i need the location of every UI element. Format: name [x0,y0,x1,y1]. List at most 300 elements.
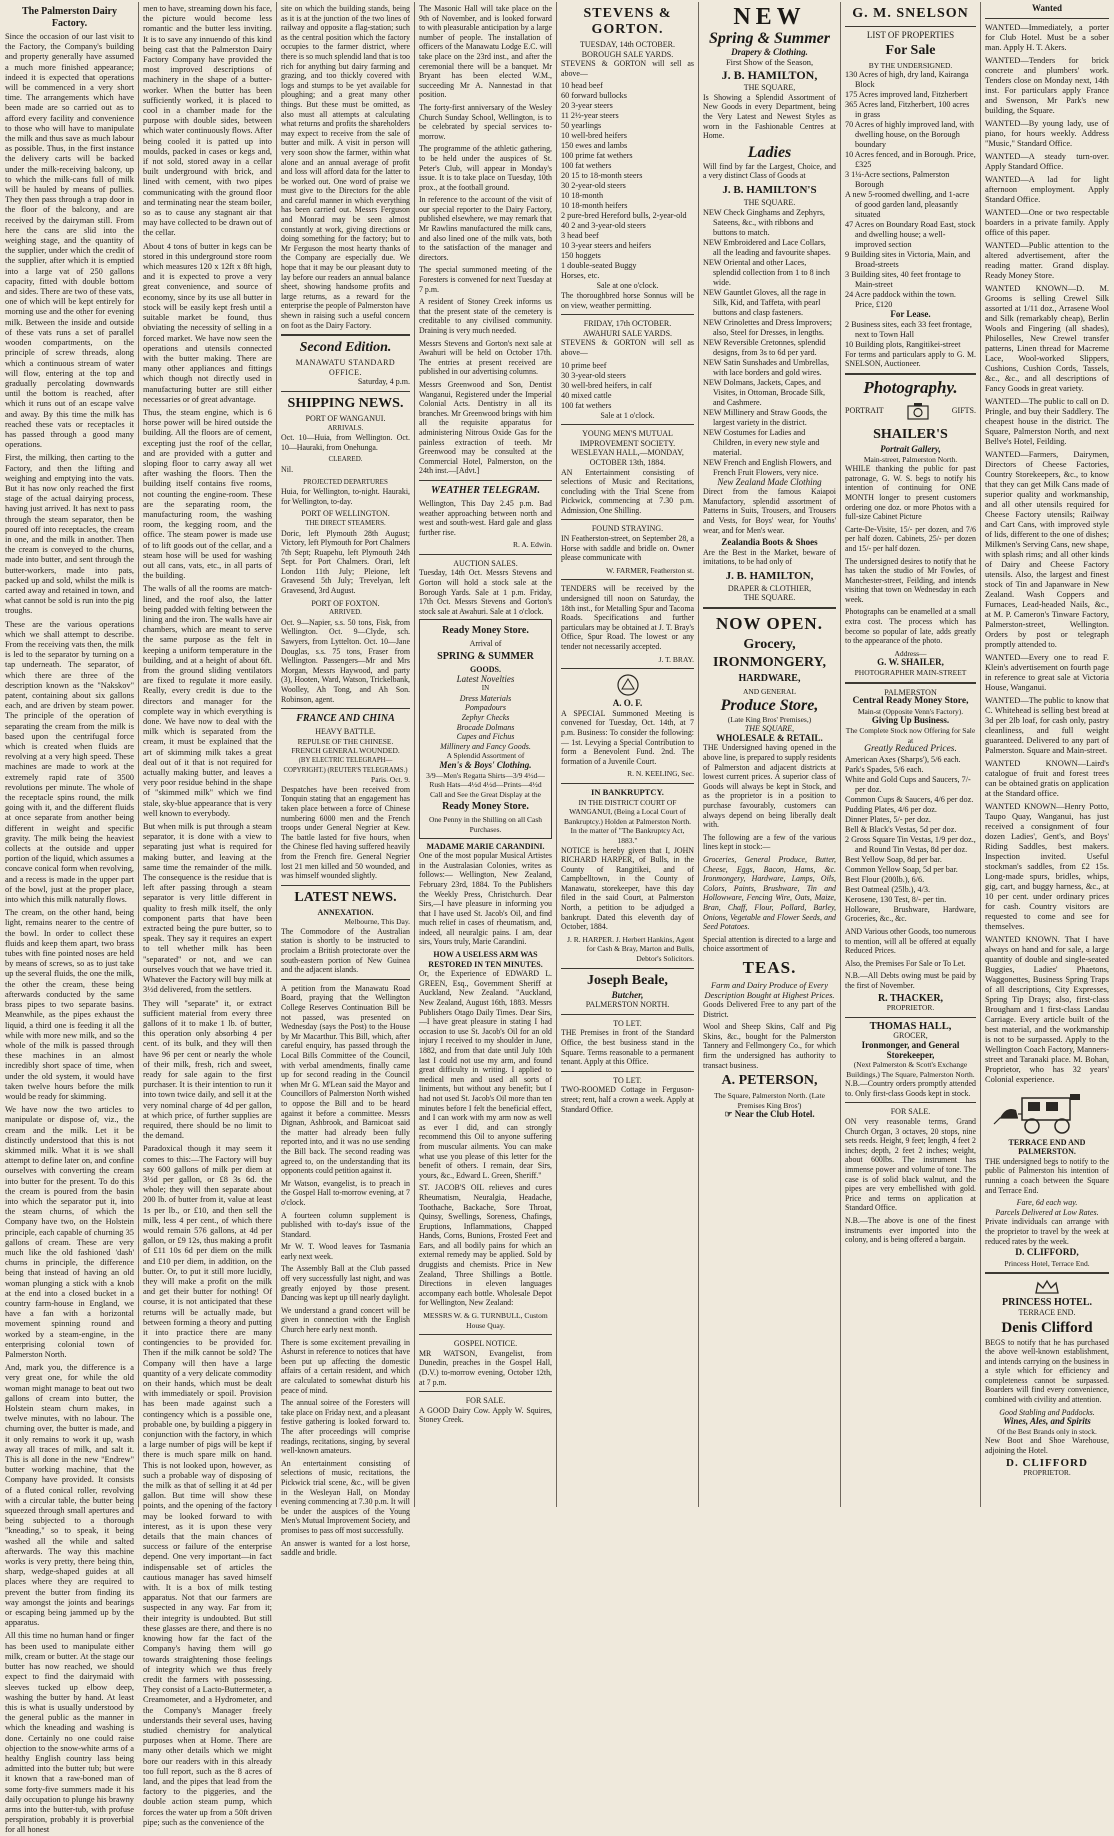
new-goods-list [703,208,836,478]
ad-line: THE SQUARE, [743,83,796,93]
divider [281,391,410,392]
wanted-ad: WANTED KNOWN—Laird's catalogue of fruit and forest trees can be obtained gratis on application at the Standard office. [985,758,1109,798]
property-list [845,70,976,310]
ad-title: G. M. SNELSON [852,6,969,21]
divider [845,373,976,375]
column-5 [558,4,697,1505]
divider [561,1071,694,1072]
notice-title: FOR SALE. [890,1107,931,1117]
ad-line: Main-st (Opposite Venn's Factory). [857,706,964,716]
auction-title: AUCTION SALES. [453,558,518,568]
ad-line: Giving Up Business. [871,715,950,726]
ad-line: Men's & Boys' Clothing. [439,759,532,770]
ad-line: IRONMONGERY, [713,655,826,671]
ad-line: PALMERSTON NORTH. [585,1000,670,1010]
column-rule [414,2,415,1507]
ad-text: BEGS to notify that he has purchased the above well-known establishment, and intends carrying on the business in a style which for efficiency and completeness cannot be surpassed. Boarders will find every convenience, combined with civility and attention. [985,1337,1109,1405]
port-heading: PORT OF WANGANUI. [305,413,386,423]
column-4 [416,4,555,1505]
local-news: We understand a grand concert will be given in connection with the English Church here early next month. [281,1305,410,1335]
ad-item: Dress Materials [459,693,512,703]
ad-line: WHOLESALE & RETAIL. [716,732,823,743]
ad-line: PHOTOGRAPHER MAIN-STREET [854,668,967,678]
ad-line: R. THACKER, [877,992,944,1004]
sub-heading: ARRIVALS. [327,423,364,432]
ad-text: STEVENS & GORTON will sell as above— [561,338,694,357]
local-news: An answer is wanted for a lost horse, saddle and bridle. [281,1538,410,1558]
list-item: 50 yearlings [561,121,602,131]
pointing-hand-icon: ☞ [724,1109,735,1120]
ad-line: For Lease. [890,309,931,320]
ad-line: First Show of the Season, [725,56,814,67]
divider [845,682,976,684]
ad-text: Special attention is directed to a large and choice assortment of [703,934,836,954]
port-heading: PORT OF FOXTON. [311,598,380,608]
local-news: Messrs Greenwood and Son, Dentist Wanganui, Registered under the Imperial Colonial Acts. Dentistry in all its branches. Mr Greenwood brings with him all the requisite apparatus for administering Nitrous Oxide Gas for the painless extraction of teeth. Mr Greenwood may be consulted at the Commercial Hotel, Palmerston, on the 24th inst.—[Advt.] [419,379,552,476]
shipping-title: SHIPPING NEWS. [287,395,404,411]
column-3 [278,4,413,1558]
article-paragraph: But when milk is put through a steam separator, it is done with a view to separating just what is required for making butter, and leaving at the same time the remainder of the milk. The consequence is the residue that is left after passing through a steam separator is very little different in quality to fresh milk itself, the only component parts that have been extracted being the pure butter, so to speak. They say it requires an expert to tell whether milk has been "separated" or not, and we can ourselves vouch that we have tried it. Whatever the Factory will buy milk at 3½d delivered, from the settlers. [143,822,272,995]
list-item: 1 double-seated Buggy [561,261,637,271]
article-paragraph: Paradoxical though it may seem it comes to this:—The Factory will buy say 600 gallons of milk per diem at 3½d per gallon, or £8 3s 6d. the whole; they will then separate about 200 lb. of butter from it, value at least 1s per lb., or £10, and then sell the milk, less 4 per cent., of which there would remain 576 gallons, at 4d per gallon, or £9 12s, thus making a profit of £11 10s 6d per diem on the milk and £10 per diem, in addition, on the butter. Or, to put it still more lucidly, they will make a profit on the milk and get their butter for nothing! Of course, it is not anticipated that these returns will be actually made, but between forming a theory and putting it into practice there are many contingencies to be provided for. Then if the milk cannot be sold? The Company will then have a large quantity of a very delicate commodity on their hands, which must be dealt with immediately or spoil. Provision has been made against such a contingency which is a possible one, probable one, by building a piggery in conjunction with the factory, in which a large number of pigs will be kept if there is much spare milk on hand. This is not looked upon, however, as such a probable way of disposing of the milk as that of selling it at 4d per gallon. But time will show these points, and the opening of the factory may be looked forward to with interest, as it is upon these very details that the main chances of success or failure of the enterprise depend. One very important—in fact indispensable set of articles the cautious manager has saved himself with. It is a box of milk testing apparatus. Not that our farmers are suspected in any way. Far from it; their integrity is undoubted. But still these glasses are there, and there is no knowing how far the fact of the Company's having them will go towards straightening those feelings of integrity which we thus freely credit the farmers with possessing. They consist of a Lacto-Buttermeter, a Creamometer, and a Hydrometer, and the Company's Manager freely understands their several uses, having studied chemistry for analytical purposes when at Home. There are many other details which we might bore our readers with in this already too full report, such as the 8 acres of land, and the pipes that lead from the factory to the piggeries, and the double action steam pump, which forces the water up from a 50ft driven pipe; such as the convenience of the [143,1144,272,1827]
local-news: An entertainment consisting of selections of music, recitations, the Pickwick trial scene, &c., will be given in the Wesleyan Hall, on Monday evening commencing at 7.30 p.m. It will be under the auspices of the Young Men's Mutual Improvement Society, and promises to pass off most successfully. [281,1458,410,1535]
wanted-ad: WANTED—Immediately, a porter for Club Hotel. Must be a sober man. Apply H. T. Akers. [985,22,1109,52]
article-paragraph: We have now the two articles to manipulate or dispose of, viz., the cream and the milk. Let it be distinctly understood that this is not skimmed milk. What it is we shall attempt to define later on, and confine ourselves with converting the cream into butter for the present. To do this the cream is poured from the basin into which the separator put it, into the steam churns, of which the Company have two, on the Holstein principle, each capable of churning 35 gallons of cream. These are very much like the old fashioned 'dash' churns in principle, the difference being that instead of having an old woman plunging a stick with a knob at the end into a closed bucket in a country farm-house in England, we have a fan with a horizontal movement spinning round and worked by a steam-engine, in the enterprising colonial town of Palmerston North. [5,1105,134,1359]
list-item: 100 fat wethers [561,161,612,171]
list-item: 175 Acres improved land, Fitzherbert [845,90,968,100]
news-text: Despatches have been received from Tonquin stating that an engagement has taken place between a force of Chinese numbering 6000 men and the French troops under General Negrier at Kew. The battle lasted for five hours, when the Chinese fled having suffered heavily from the French fire. General Negrier lost 21 men killed and 50 wounded, and was himself wounded slightly. [281,784,410,881]
article-paragraph: The walls of all the rooms are match-lined, and the roof also, the latter being padded with felting between the lining and the iron. The walls have air chambers, which are meant to serve the same purpose as the felt in keeping a uniform temperature in the building, and at a height of about 6ft. from the ground sliding ventilators are fixed to regulate it more easily. Really, every credit is due to the directors and manager for the complete way in which everything is done. We have now to deal with the milk which is separated from the cream, it must be explained that the art of skimming milk takes a great deal out of it that is not required for actually making butter, and leaves a very poor residue behind in the shape of "skimmed milk" which we find stale, sky-blue appearance that is very well known to everybody. [143,584,272,818]
latest-news-title: LATEST NEWS. [294,889,397,905]
ad-line: Sale at 1 o'clock. [600,410,655,420]
ad-line: Farm and Dairy Produce of Every Description Bought at Highest Prices. [704,979,835,1000]
notice-title: TO LET. [613,1018,642,1028]
news-title: FRANCE AND CHINA [296,713,395,725]
ad-line: PORTRAIT [845,406,884,416]
ad-line: Fare, 6d each way. [1016,1198,1078,1208]
ad-title: NOW OPEN. [716,614,823,634]
ad-title: HOW A USELESS ARM WAS RESTORED IN TEN MINUTES. [428,950,543,969]
list-item: 100 prime fat wethers [561,151,633,161]
ad-text: Is Showing a Splendid Assortment of New Goods in every Department, being the Very Latest and Newest Styles as worn in the Fashionable Centres at Home. [703,92,836,141]
article-paragraph: Thus, the steam engine, which is 6 horse power will be hired outside the building. All the floors are of cement, excepting just the roof of the cellar, and are provided with a gutter and sloping floor to carry away all wet after washing the floors. Then the building itself contains five rooms, not counting the engine-room. These are the separating room, the manufacturing room, the washing room, the kegging room, and the office. The steam power is made use of to lift goods out of the cellar, and a steam hose will be used for washing out all cans, vats, etc., in all parts of the building. [143,407,272,581]
list-item: A new 5-roomed dwelling, and 1-acre of good garden land, pleasantly situated [845,190,970,220]
lease-list [845,320,976,350]
ad-title: Ready Money Store. [442,625,529,637]
near-club-text: Near the Club Hotel. [734,1109,815,1120]
ad-text: STEVENS & GORTON will sell as above— [561,59,694,78]
list-item: 20 3-year steers [561,101,613,111]
wanted-ad: WANTED—The public to know that C. Whitehead is selling best bread at 3d per 2lb loaf, for cash only, pastry cleanliness, and full weight guaranteed. Delivered to any part of Palmerston. Square and Main-street. [985,695,1109,755]
ad-line: Princess Hotel, Terrace End. [1004,1258,1090,1268]
ad-line: SHAILER'S [873,426,948,442]
local-news: Mr Watson, evangelist, is to preach in the Gospel Hall to-morrow evening, at 7 o'clock. [281,1178,410,1207]
wanted-ad: WANTED—Every one to read F. Klein's advertisement on fourth page in reference to great sale at Victoria House, Wanganui. [985,652,1109,692]
ad-line: FRIDAY, 17th OCTOBER. [583,319,672,329]
notice-title: FOR SALE. [465,1396,506,1406]
weather-title: WEATHER TELEGRAM. [431,484,540,496]
ad-line: PROPRIETOR. [1023,1468,1071,1478]
ad-line: (Next Palmerston & Scott's Exchange Buildings,) The Square, Palmerston North. [846,1060,975,1079]
ad-line: J. B. HAMILTON, [725,569,814,582]
ad-line: For Sale [885,42,936,58]
list-item: 2 pure-bred Hereford bulls, 2-year-old [561,211,687,221]
list-item: Park's Spades, 5/6 each. [845,764,924,774]
ad-line: A. PETERSON, [721,1073,818,1089]
article-paragraph: site on which the building stands, being as it is at the junction of the two lines of railway and opposite a flag-station; such as the central position which the factory occupies to the farmer district, where there is so much splendid land that is too rich for anything but dairy farming and grazing, and too thickly covered with logs and stumps to be yet available for ploughing; and a great many other things. But these must be omitted, as also must all attempts at calculating what returns and profits the shareholders may expect to receive from the sale of butter and milk. A visit in person will very soon show the farmer, within what alone and an annual average of profit and loss will afford data for the latter to be worked out. One word of praise we must give to the Directors for the able and careful manner in which everything has been carried out. Messrs Ferguson and Monrad may be seen almost constantly at work, giving directions or doing something for the factory; but to Mr Ferguson the most hearty thanks of the Company are especially due. We hope that it may be our pleasant duty to lay before our readers an annual balance sheet, showing handsome profits and large returns, as a reward for the enterprise the people of Palmerston have shewn in raising such a useful concern on foot as the Dairy Factory. [281,4,410,330]
ad-text: The thoroughbred horse Sonnus will be on view, weather permitting. [561,290,694,310]
ad-line: THE SQUARE. [743,593,796,603]
ad-text: WHILE thanking the public for past patronage, G. W. S. begs to notify his intention of continuing for ONE MONTH longer to present customers ordering one doz. or more Photos with a full-size Cabinet Picture [845,464,976,522]
ad-line: The Complete Stock now Offering for Sale at [845,726,976,745]
dateline: Melbourne, This Day. [344,917,410,927]
ad-line: BY THE UNDERSIGNED. [868,60,953,70]
local-news: A fourteen column supplement is published with to-day's issue of the Standard. [281,1210,410,1239]
ad-text: Holloware, Brushware, Hardware, Groceries, &c., &c. [845,904,976,924]
ad-line: PROPRIETOR. [886,1003,935,1013]
camera-icon [905,399,931,423]
shipping-text: Oct. 10—Huia, from Wellington. Oct. 10—Hauraki, from Onehunga. [281,433,410,452]
list-item: Common Yellow Soap, 5d per bar. [845,864,958,874]
list-item: 3 head beef [561,231,599,241]
local-news: A resident of Stoney Creek informs us that the present state of the cemetery is creditable to any civilised community. Draining is very much needed. [419,297,552,335]
wanted-ad: WANTED—By young lady, use of piano, for hours weekly. Address "Music," Standard Office. [985,118,1109,148]
notice-text: N.B.—The above is one of the finest instruments ever imported into the colony, and is being offered a bargain. [845,1216,976,1245]
list-item: 10 prime beef [561,360,607,370]
column-2 [140,4,275,1827]
ad-line: MESSRS W. & G. TURNBULL, Custom House Quay. [423,1311,548,1330]
ad-line: AND GENERAL [742,687,797,697]
divider [281,334,410,336]
list-item: 70 Acres of highly improved land, with dwelling house, on the Borough boundary [845,120,974,150]
news-subtitle: FRENCH GENERAL WOUNDED. [291,746,400,756]
wanted-heading: Wanted [1031,3,1062,13]
ad-line: Address— [894,648,927,658]
ad-line: Produce Store, [720,696,819,714]
ad-line: HARDWARE, [738,673,801,685]
notice-text: TWO-ROOMED Cottage in Ferguson-street; rent, half a crown a week. Apply at Standard Office. [561,1085,694,1114]
list-item: Common Cups & Saucers, 4/6 per doz. [845,794,974,804]
ad-line: G. W. SHAILER, [877,657,944,668]
list-item: Bell & Black's Vestas, 5d per doz. [845,824,957,834]
sub-heading: THE DIRECT STEAMERS. [305,518,386,527]
ad-title: Joseph Beale, [587,972,668,988]
wanted-ad: WANTED KNOWN. That I have always on hand and for sale, a large quantity of double and single-seated Buggies, Ladies' Phaetons, Waggonettes, Business Spring Traps of all descriptions, City Expresses, Spring Tip Drays; also, first-class Brougham and 1 first-class Landau Carriage. Every article built of the best material, and the workmanship is not to be surpassed. Apply to the Wellington Coach Factory, Manners-street and Taranaki place. M. Bohan, Proprietor, who has 32 years' Colonial experience. [985,934,1109,1084]
ad-title: PRINCESS HOTEL. [1001,1297,1093,1309]
ad-text: N.B.—Country orders promptly attended to. Only first-class Goods kept in stock. [845,1079,976,1098]
list-item: 365 Acres land, Fitzherbert, 100 acres in grass [845,100,970,120]
signature: W. FARMER, Featherston st. [606,565,694,575]
ad-line: PALMERSTON [884,687,937,697]
ad-line: Arrival of [469,639,502,649]
ad-text: New Boot and Shoe Warehouse, adjoining the Hotel. [985,1436,1109,1456]
ad-text: Photographs can be enamelled at a small extra cost. The process which has become so popular of late, adds greatly to the appearance of the photo. [845,607,976,646]
divider [561,968,694,969]
divider [281,979,410,980]
ad-item: Millinery and Fancy Goods. [440,741,531,751]
list-item: Best Flour (200lb.), 6/6. [845,874,925,884]
ad-title: TERRACE END AND PALMERSTON. [1008,1137,1086,1157]
ad-line: Drapery & Clothing. [731,47,808,57]
notice-title: GOSPEL NOTICE. [453,1339,518,1349]
ready-money-store-ad [419,619,552,838]
ad-line: Call and See the Great Display at the [429,789,541,799]
column-rule [840,2,841,1507]
list-item: 150 hoggets [561,251,601,261]
ad-row [845,397,976,425]
list-item: NEW Check Ginghams and Zephyrs, Sateens, &c., with ribbons and buttons to match. [703,207,825,237]
ad-text: For terms and particulars apply to G. M. SNELSON, Auctioneer. [845,349,976,369]
ad-text: The following are a few of the various lines kept in stock:— [703,832,836,852]
list-item: NEW Satin Sunshades and Umbrellas, with lace borders and gold wires. [703,357,830,377]
list-item: 2 Business sites, each 33 feet frontage, next to Town Hall [845,319,972,339]
ad-line: THE SQUARE, [744,724,795,734]
ad-line: Good Stabling and Paddocks. [999,1407,1095,1417]
second-edition-title: Second Edition. [299,340,392,356]
ad-line: GOODS. [470,665,501,675]
column-6 [700,4,839,1505]
list-item: 9 Building sites in Victoria, Main, and Broad-streets [845,250,971,270]
ad-text: One of the most popular Musical Artistes in the Australasian Colonies, writes as follows:— Wellington, New Zealand, February 23rd, 1884. To the Publishers the Weekly Press, Christchurch. Dear Sirs,—I have pleasure in informing you that I have used St. Jacob's Oil, and find much relief in cases of rheumatism, and, indeed, all neuralgic pains. I am, dear sirs, Yours truly, Marie Carandini. [419,851,552,947]
divider [561,424,694,425]
local-news: The Assembly Ball at the Club passed off very successfully last night, and was greatly enjoyed by those present. Dancing was kept up till nearly daylight. [281,1264,410,1303]
ad-line: GIFTS. [951,406,976,416]
shipping-text: Doric, left Plymouth 28th August; Victory, left Plymouth for Port Chalmers 7th Sept; Ruapehu, left Plymouth 24th Sept. for Port Chalmers. Orari, left London 11th July; Pleione, left Gravesend 5th July; Trevelyan, left Gravesend, 3rd August. [281,528,410,596]
divider [561,1014,694,1015]
news-text: The Commodore of the Australian station is shortly to be instructed to proclaim a British protectorate over the south-eastern portion of New Guinea and the adjacent islands. [281,926,410,975]
ad-item: Pompadours [465,703,506,713]
list-item: NEW French and English Flowers, and French Fruit Flowers, very nice. [703,457,832,477]
ad-line: AWAHURI SALE YARDS. [582,328,673,338]
list-item: 40 mixed cattle [561,390,612,400]
ad-title: MADAME MARIE CARANDINI. [426,841,545,851]
ad-item: Brocade Dolmans [456,722,515,732]
article-paragraph: They will "separate" it, or extract sufficient material from every three gallons of it to make 1 lb. of butter, this operation only absorbing 4 per cent. of its bulk, and they will then have 96 per cent or nearly the whole of their milk, fresh, rich and sweet, ready for sale again to the first purchaser. It is their intention to run it into town twice daily, and sell it at the very nominal charge of 4d per gallon, at which price, of further supplies are required, there should be no limit to the demand. [143,998,272,1141]
divider [561,668,694,669]
local-news: The annual soiree of the Foresters will take place on Friday next, and a pleasant festive gathering is looked forward to. The after proceedings will comprise readings, recitations, singing, by several well-known amateurs. [281,1398,410,1456]
ad-line: In the matter of "The Bankruptcy Act, 1883." [570,826,685,845]
ad-line: A Splendid Assortment of [446,751,525,761]
ad-line: BOROUGH SALE YARDS. [581,49,674,59]
column-1 [2,4,137,1835]
news-subtitle: REPULSE OF THE CHINESE. [297,736,394,746]
ad-line: SPRING & SUMMER [437,651,534,663]
signature: R. A. Edwin. [513,540,552,550]
list-item: 30 3-year-old steers [561,370,626,380]
ad-text: Private individuals can arrange with the proprietor to travel by the week at reduced rates by the week. [985,1217,1109,1246]
ad-line: (Late King Bros' Premises,) [727,714,812,724]
ad-line: Sale at one o'clock. [596,281,659,291]
ad-line: TERRACE END. [1018,1307,1076,1317]
local-news: The Masonic Hall will take place on the 9th of November, and is looked forward to with pleasurable anticipation by a large number of people. The installation of officers of the Manawatu Lodge E.C. will take place on the 23rd inst., and after the ceremonial there will be a banquet. Mr Bryant has been elected W.M., succeeding Mr A. Nannestad in that position. [419,4,552,100]
ad-line: The Square, Palmerston North. (Late Premises King Bros') [714,1091,825,1110]
dateline: Paris. Oct. 9. [371,775,410,785]
ad-line: J. B. HAMILTON, [721,68,818,83]
local-news: The forty-first anniversary of the Wesley Church Sunday School, Wellington, is to be celebrated by special services to-morrow. [419,102,552,141]
notice-text: A GOOD Dairy Cow. Apply W. Squires, Stoney Creek. [419,1405,552,1425]
weather-text: Wellington, This Day 2.45 p.m. Bad weather approaching between north and west and south-west. Hard gale and glass further rise. [419,498,552,537]
list-item: NEW Crinolettes and Dress Improvers; also, Steel for Dresses, in lengths. [703,317,833,337]
list-item: White and Gold Cups and Saucers, 7/- per doz. [845,774,971,794]
ad-title: FOUND STRAYING. [591,524,664,534]
list-item: 130 Acres of high, dry land, Kairanga Block [845,70,969,90]
column-8 [982,4,1112,1505]
crown-icon [1033,1278,1061,1296]
divider [281,885,410,886]
list-item: 2 Gross Square Tin Vestas, 1/9 per doz., and Round Tin Vestas, 8d per doz. [845,834,976,854]
signature: J. R. HARPER. J. Herbert Hankins, Agent for Cash & Bray, Marton and Bulls, Debtor's Solicitors. [567,934,694,964]
ad-line: TEAS. [742,957,797,977]
ad-line: Ready Money Store. [442,801,529,813]
ad-line: Spring & Summer [709,30,830,47]
ad-text: THE undersigned begs to notify to the public of Palmerston his intention of running a coach between the Square and Terrace End. [985,1156,1109,1195]
list-item: 60 forward bullocks [561,91,627,101]
divider [703,607,836,609]
ad-line: Butcher, [611,989,644,1000]
ad-line: Ladies [747,143,792,161]
ad-text: AN Entertainment consisting of selections of Music and Recitations, concluding with the Trial Scene from Pickwick, commencing at 7.30 p.m. Admission, One Shilling. [561,467,694,515]
article-paragraph: About 4 tons of butter in kegs can be stored in this underground store room which measures 120 x 12ft x 8ft high, and it is expected to prove a very great convenience, and source of economy, since by its use all butter in stock will be easily kept fresh until a suitable market be found, thus obviating the necessity of selling in a forced market. We have now seen the operations and utensils connected with the butter making. There are many other appliances and fittings which though not directly used in manufacturing butter are still either necessaries or of great advantage. [143,241,272,404]
column-rule [556,2,557,1507]
wanted-ad: WANTED—Tenders for brick concrete and plumbers' work. Tenders close on Monday next, 14th inst. For particulars apply France and Swenson, Mr Park's new building, the Square. [985,55,1109,115]
ad-text: A SPECIAL Summoned Meeting is convened for Tuesday, Oct. 14th, at 7 p.m. Business: To consider the following:— 1st. Levying a Special Contribution to form a Benevolent Fund. 2nd. The formation of a Juvenile Court. [561,708,694,766]
wanted-ad: WANTED—A steady turn-over. Apply Standard Office. [985,151,1109,171]
wanted-ad: WANTED KNOWN—D. M. Grooms is selling Crewel Silk assorted at 1/11 doz., Arrasene Wool and Silk (remarkably cheap), Berlin Wools and Fingering (all shades), Philoselles, New Crewel transfer patterns, Linen thread for Macreme Lace, Wool-worked Slippers, Cushions, Cushion Cords, Tassels, &c., &c., and all descriptions of Fancy Goods in great variety. [985,283,1109,393]
column-rule [138,2,139,1507]
ad-title: IN BANKRUPTCY. [591,786,664,797]
sale-list [561,81,694,281]
ad-line: New Zealand Made Clothing [717,476,822,487]
list-item: 47 Acres on Boundary Road East, stock and dwelling house; a well-improved section [845,220,976,250]
ad-line: WESLEYAN HALL,—MONDAY, OCTOBER 13th, 1884. [571,448,684,467]
column-7 [842,4,979,1505]
ad-line: Grocery, [743,637,796,653]
ad-title: YOUNG MEN'S MUTUAL IMPROVEMENT SOCIETY. [579,429,676,448]
ad-line: DRAPER & CLOTHIER, [727,583,812,593]
list-item: NEW Reversible Cretonnes, splendid designs, from 3s to 6d per yard. [703,337,826,357]
ad-line: Parcels Delivered at Low Rates. [995,1207,1099,1217]
notice-text: ON very reasonable terms, Grand Church Organ, 3 octaves, 20 stops, nine sets reeds. Height, 9 feet; length, 4 feet 2 inches; depth, 2 feet 2 inches; weight, about 600lbs. The instrument has immense power and volume of tone. The case is of solid black walnut, and the pipes are very embellished with gold. Price and terms on application at Standard Office. [845,1117,976,1213]
ad-line: Main-street, Palmerston North. [863,454,958,464]
list-item: Kerosene, 130 Test, 8/- per tin. [845,894,947,904]
society-emblem-icon [613,673,643,697]
wanted-ad: WANTED—One or two respectable boarders in a private family. Apply office of this paper. [985,207,1109,237]
office-time: Saturday, 4 p.m. [357,377,410,387]
list-item: NEW Costumes for Ladies and Children, in every new style and material. [703,427,820,457]
ad-line: 3/9—Men's Regatta Shirts—3/9 4½d—Rush Hats—4½d 4½d—Prints—4½d [426,770,545,790]
ad-line: Portrait Gallery, [880,443,941,454]
wanted-ad: WANTED—The public to call on D. Pringle, and buy their Saddlery. The cheapest house in the district. The Square, Palmerston North, and next Bellve's Hotel, Feilding. [985,396,1109,446]
ad-text: TENDERS will be received by the undersigned till noon on Saturday, the 18th inst., for Metalling Spur and Tacoma Roads. Specifications and further particulars may be obtained at J. T. Bray's Office, Spur Road. The lowest or any tender not necessarily accepted. [561,584,694,651]
ad-line: Wines, Ales, and Spirits [1003,1416,1091,1427]
wanted-ad: WANTED—A lad for light afternoon employment. Apply Standard Office. [985,174,1109,204]
ad-text: N.B.—All Debts owing must be paid by the first of November. [845,971,976,990]
sub-heading: CLEARED. [328,455,363,464]
column-rule [698,2,699,1507]
local-news: In reference to the account of the visit of our special reporter to the Dairy Factory, published elsewhere, we may remark that Mr Rawlins manufactured the milk cans, and also lined one of the milk vats, both to the satisfaction of the manager and directors. [419,195,552,262]
news-credit: (BY ELECTRIC TELEGRAPH—COPYRIGHT.) (REUTER'S TELEGRAMS.) [283,756,408,774]
ad-line: Greatly Reduced Prices. [864,744,957,755]
list-item: American Axes (Sharps'), 5/6 each. [845,754,961,764]
ad-line: One Penny in the Shilling on all Cash Purchases. [428,815,543,834]
ad-text: AND Various other Goods, too numerous to mention, will all be offered at equally Reduced Prices. [845,926,976,956]
list-item: Horses, etc. [561,271,600,281]
list-item: 10 18-month heifers [561,201,628,211]
list-item: Pudding Plates, 4/6 per doz. [845,804,937,814]
ad-text: Goods Delivered Free to any part of the District. [703,1000,836,1019]
list-item: 150 ewes and lambs [561,141,628,151]
price-list [845,755,976,905]
list-item: NEW Oriental and other Laces, splendid collection from 1 to 8 inch wide. [703,257,830,287]
sub-heading: ARRIVED. [329,608,362,617]
notice-text: MR WATSON, Evangelist, from Dunedin, preaches in the Gospel Hall, (D.V.) to-morrow evening, October 12th, at 7 p.m. [419,1348,552,1387]
ad-text: IN Featherston-street, on September 28, a Horse with saddle and bridle on. Owner please communicate with [561,534,694,563]
shipping-text: Huia, for Wellington, to-night. Hauraki, for Wellington, to-day. [281,487,410,506]
local-news: Messrs Stevens and Gorton's next sale at Awahuri will be held on October 17th. The entries at present received are published in our advertising columns. [419,338,552,377]
ad-title: A. O. F. [612,698,643,709]
ad-title: NEW [733,4,806,30]
ad-line: LIST OF PROPERTIES [866,30,955,40]
list-item: 10 well-bred heifers [561,131,627,141]
news-subtitle: HEAVY BATTLE. [315,727,376,737]
list-item: 3 Building sites, 40 feet frontage to Main-street [845,270,961,290]
sub-heading: PROJECTED DEPARTURES [303,477,388,486]
list-item: 30 2-year-old steers [561,181,626,191]
list-item: NEW Dolmans, Jackets, Capes, and Visites, in Ottoman, Brocade Silk, and Cashmere. [703,377,826,407]
ad-title: Photography. [863,377,958,397]
ad-line: IN THE DISTRICT COURT OF WANGANUI, (Being a Local Court of Bankruptcy.) Holden at Palmerston North. [564,797,691,826]
list-item: NEW Gauntlet Gloves, all the rage in Silk, Kid, and Taffeta, with pearl buttons and clasp fasteners. [703,287,826,317]
signature: J. T. BRAY. [658,654,694,664]
article-paragraph: The cream, on the other hand, being light, remains nearer to the centre of the bowl. In order to collect these fluids and keep them apart, two brass tubes with fine pointed noses are held by means of screws, so as to just take up the several fluids, the one the milk, the other the cream, these being afterwards conducted by the same brass pipes to two separate basins. Meanwhile, as the pipes exhaust the liquid, a third one is feeding it all the while with more new milk, and so the whole of the milk is passed through these machines in an almost incredibly short space of time, when under the old system, it would have taken twelve hours before the milk would be ready for skimming. [5,908,134,1101]
shipping-text: Nil. [281,464,294,474]
article-paragraph: Since the occasion of our last visit to the Factory, the Company's building and property generally have assumed a much more finished appearance; indeed it is expected that operations will be commenced in a very short time. The arrangements which have been made are so carried out as to afford every facility and convenience to those who will have to manipulate the milk and thus save as much labour as possible. Thus, in the first instance the delivery carts will be backed under the milk-receiving balcony, up to which the milk-cans full of milk will be hauled by means of pullies. They then pass through a trap door in the floor of the balcony, and are received by the dairyman still. From here the cans are slid into the weighing stage, and the quantity of the supplier, under which the credit of the supplier, after which it is emptied into a large vat of 250 gallons capacity, fitted with double bottom and sides. There are two of these vats, one of which will be kept entirely for morning use and the other for evening milk. Between the inside and outside of these vats runs a set of parallel wooden compartments, on the principle of screw threads, along which a continuous stream of water will flow, entering at the top and gradually percolating downwards until the bottom is reached, after which it runs out of an escape valve and away. By this time the milk has reached these vats or receptacles it has passed through a good many operations. [5,32,134,450]
news-subtitle: ANNEXATION. [317,907,374,917]
ad-line: TUESDAY, 14th OCTOBER. [580,40,675,49]
list-item: 40 2 and 3-year-old steers [561,221,646,231]
ad-line: Of the Best Brands only in stock. [997,1426,1097,1436]
ad-line: D. CLIFFORD, [1015,1248,1079,1259]
list-item: 10 Building plots, Rangitikei-street [845,339,961,349]
divider [561,579,694,580]
ad-item: Zephyr Checks [461,713,510,722]
divider [561,519,694,520]
article-paragraph: And, mark you, the difference is a very great one, for while the old woman might manage to beat out two gallons of cream into butter, the Holstein steam churn makes, in twelve minutes, with no labour. The churning over, the butter is made, and it only remains to work it up, wash away all traces of milk, and salt it. This is all done in the new "Endrew" butter working machine, that the Company have provided. It consists of a fluted conical roller, revolving with a circular table, the butter being squeezed through small apertures and being subjected to a thorough "kneading," so to speak, it being washed all the while and salted afterwards. The way this machine works is very pretty, there being thin, sharp, wedge-shaped guides at all places where they are required to prevent the butter from finding its way amongst the joints and bearings or escaping being jammed up by the apparatus. [5,1363,134,1628]
ad-text: Also, the Premises For Sale or To Let. [845,958,966,968]
list-item: 100 fat wethers [561,400,612,410]
local-news: There is some excitement prevailing in Ashurst in reference to notices that have been put up affecting the domestic affairs of a certain resident, and which are calculated to somewhat disturb his peace of mind. [281,1337,410,1395]
list-item: 30 well-bred heifers, in calf [561,380,652,390]
ad-text: Groceries, General Produce, Butter, Cheese, Eggs, Bacon, Hams, &c. Ironmongery, Hardware, Lamps, Oils, Colors, Paints, Brushware, Tin and Hollowware, Fencing Wire, Oats, Maize, Bran, Chaff, Flour, Pollard, Barley, Onions, Vegetable and Flower Seeds, and Seed Potatoes. [703,854,836,932]
article-paragraph: All this time no human hand or finger has been used to manipulate either milk, cream or butter. At the stage our butter has now reached, we should expect to find the dairymaid with sleeves tucked up elbow deep, washing the butter by hand. At least this is what is usually understood by the general public as the manner in which the kneading and washing is done. Certainly no one could raise objection to the snow-white arms of a healthy English country lass being admitted into the butter tub; but were it known that a raw-boned man of some forty-five summers made it his daily occupation to plunge his brawny arms into the butter-tub, with profuse perspiration, probably it is proverbial for all honest [5,1631,134,1835]
list-item: Best Yellow Soap, 8d per bar. [845,854,942,864]
ad-title: STEVENS & GORTON. [583,6,672,37]
coach-icon [992,1088,1102,1136]
list-item: 11 2½-year steers [561,111,619,121]
list-item: 20 15 to 18-month steers [561,171,643,181]
ad-line: D. CLIFFORD [1006,1456,1088,1469]
ad-title: THOMAS HALL, [869,1020,952,1032]
ad-line: Denis Clifford [1001,1319,1093,1336]
shipping-text: Oct. 9—Napier, s.s. 50 tons, Fisk, from Wellington. Oct. 9—Clyde, sch. Sawyers, from Lyttelton. Oct. 10—Jane Douglas, s.s. 75 tons, Fraser from Wellington. Passengers—Mr and Mrs Morgan, Messrs Haywood, and party (3), Hooten, Ward, Watson, Trickelbank, Woolley, Ah Tong, and Ah Son. Robinson, agent. [281,617,410,704]
divider [845,1017,976,1018]
signature: R. N. KEELING, Sec. [627,769,694,779]
article-paragraph: men to have, streaming down his face, the picture would become less romantic and the butter less inviting. It is to save any innuendo of this kind being cast that the Palmerston Dairy Factory Company have provided the most improved descriptions of machinery in the shape of a butter-worker. When the butter has been sufficiently worked, it is placed to cool in a chamber made for the purpose with double sides, between which water continuously flows. After being cooled it is patted up into moulds, packed in cases or kegs and, if not sold, stored away in a cellar built underground with brick, and lined with cement, with two pipes communicating with the ground floor and terminating near the steam boiler, so as to cause any stagnant air that may have collected to be drawn out of the cellar. [143,4,272,238]
list-item: Best Oatmeal (25lb.), 4/3. [845,884,931,894]
local-news: The programme of the athletic gathering, to be held under the auspices of St. Peter's Club, will appear in Monday's issue. It is to take place on Tuesday, 10th prox., at the football ground. [419,144,552,192]
ad-line: J. B. HAMILTON'S [722,183,817,196]
ad-text: Are the Best in the Market, beware of imitations, to be had only of [703,547,836,567]
